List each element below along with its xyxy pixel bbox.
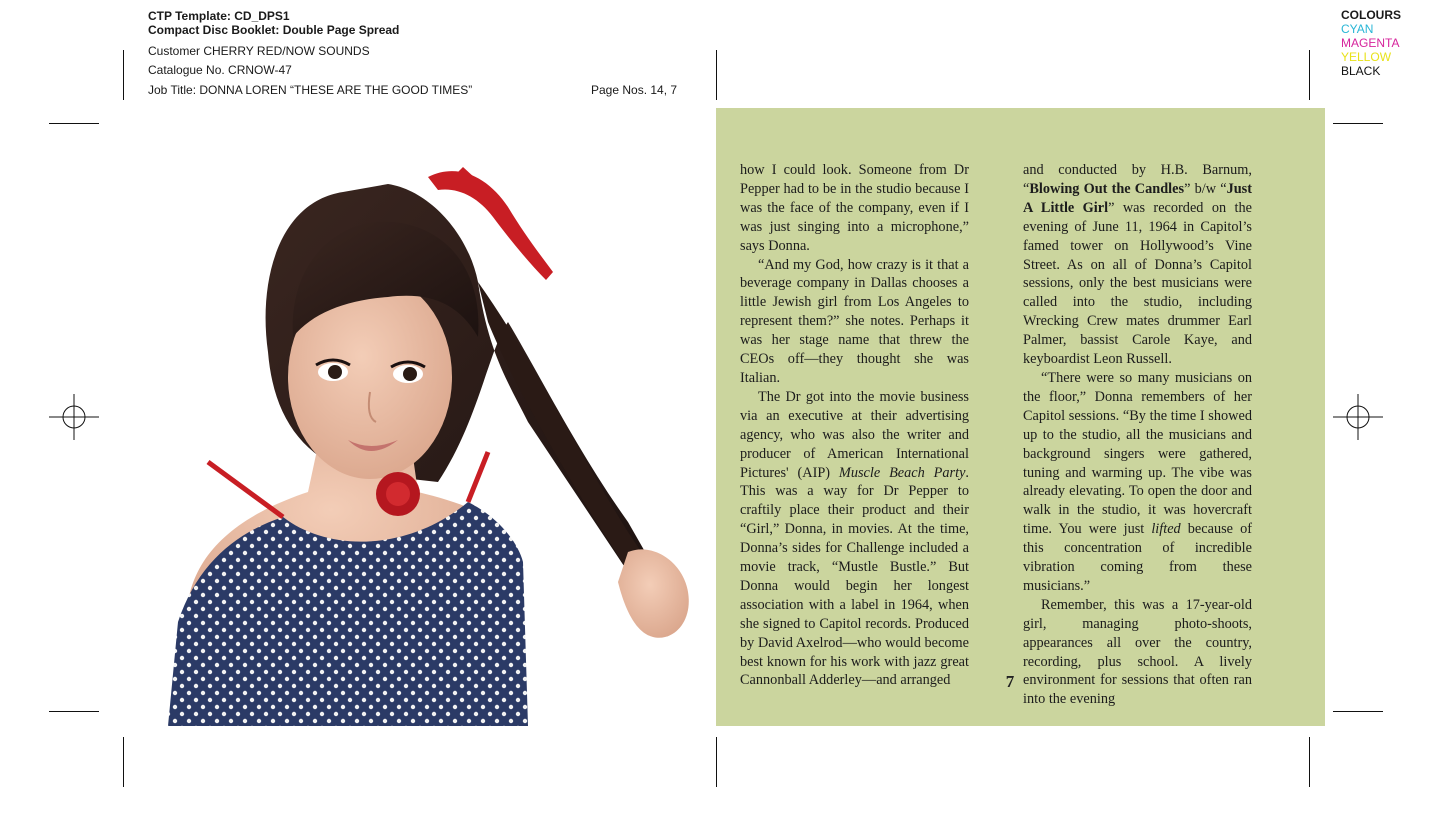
crop-mark: [1333, 123, 1383, 124]
text-run: . This was a way for Dr Pepper to craftily place their product and their “Girl,” Donna, in movies. At the time, Donna’s sides for Challenge included a movie track, “Mustle Bustle.” But Donna would begin her longest association with a label in 1964, when she signed to Capitol records. Produced by David Axelrod—who would become best known for his work with jazz great Cannonball Adderley—and arranged: [740, 464, 969, 689]
text-run: “There were so many musicians on the floor,” Donna remembers of her Capitol sessions. “By the time I showed up to the studio, all the musicians and background singers were gathered, tuning and warming up. The vibe was already elevating. To open the door and walk in the studio, it was hovercraft time. You were just: [1023, 369, 1252, 538]
paragraph: “And my God, how crazy is it that a beverage company in Dallas chooses a little Jewish girl from Los Angeles to represent them?” she notes. Perhaps it was her stage name that threw the CEOs off—they thought she was Italian.: [740, 256, 969, 386]
crop-mark: [1309, 50, 1310, 100]
job-title: Job Title: DONNA LOREN “THESE ARE THE GOOD TIMES”: [148, 83, 473, 97]
paragraph: [1023, 161, 1252, 369]
text-run: and conducted by H.B. Barnum, “: [1023, 162, 1252, 197]
colour-black: BLACK: [1341, 64, 1381, 78]
registration-mark-icon: [49, 394, 99, 440]
catalogue-label: Catalogue No. CRNOW-47: [148, 63, 292, 77]
booklet-label: Compact Disc Booklet: Double Page Spread: [148, 23, 400, 37]
paragraph: how I could look. Someone from Dr Pepper had to be in the studio because I was the face of the company, even if I was just singing into a microphone,” says Donna.: [740, 162, 969, 254]
text-run: because of this concentration of incredible vibration coming from these musicians.”: [1023, 521, 1252, 594]
emphasis: lifted: [1151, 521, 1181, 538]
paragraph: Remember, this was a 17-year-old girl, managing photo-shoots, appearances all over the country, recording, plus school. A lively environment for sessions that often ran into the evening: [1023, 596, 1252, 708]
colour-yellow: YELLOW: [1341, 50, 1392, 64]
page-numbers: Page Nos. 14, 7: [591, 83, 678, 97]
registration-mark-icon: [1333, 394, 1383, 440]
text-run: ” was recorded on the evening of June 11, 1964 in Capitol’s famed tower on Hollywood’s Vine Street. As on all of Donna’s Capitol sessions, only the best musicians were called into the studio, including Wrecking Crew mates drummer Earl Palmer, bassist Carole Kaye, and keyboardist Leon Russell.: [1023, 199, 1252, 368]
crop-mark: [49, 711, 99, 712]
text-run: The Dr got into the movie business via an executive at their advertising agency, who was also the writer and producer of American International Pictures' (AIP): [740, 388, 969, 481]
colours-legend: [1341, 8, 1401, 78]
crop-mark: [1333, 711, 1383, 712]
customer-label: Customer CHERRY RED/NOW SOUNDS: [148, 44, 370, 58]
page-number: 7: [1005, 672, 1015, 691]
paragraph: [1023, 369, 1252, 596]
song-title: Blowing Out the Candles: [1029, 180, 1185, 197]
crop-mark: [716, 50, 717, 100]
paragraph: [740, 388, 969, 691]
colour-magenta: MAGENTA: [1341, 36, 1400, 50]
portrait-photo: [108, 122, 704, 726]
colours-heading: COLOURS: [1341, 8, 1401, 22]
article-column-1: [740, 161, 969, 690]
text-run: ” b/w “: [1184, 180, 1227, 197]
crop-mark: [1309, 737, 1310, 787]
crop-mark: [49, 123, 99, 124]
template-label: CTP Template: CD_DPS1: [148, 9, 290, 23]
colour-cyan: CYAN: [1341, 22, 1374, 36]
article-column-2: [1023, 161, 1252, 709]
crop-mark: [716, 737, 717, 787]
crop-mark: [123, 50, 124, 100]
film-title: Muscle Beach Party: [838, 464, 966, 481]
portrait-photo-icon: [108, 122, 704, 726]
crop-mark: [123, 737, 124, 787]
song-title: Just A Little Girl: [1023, 180, 1252, 216]
